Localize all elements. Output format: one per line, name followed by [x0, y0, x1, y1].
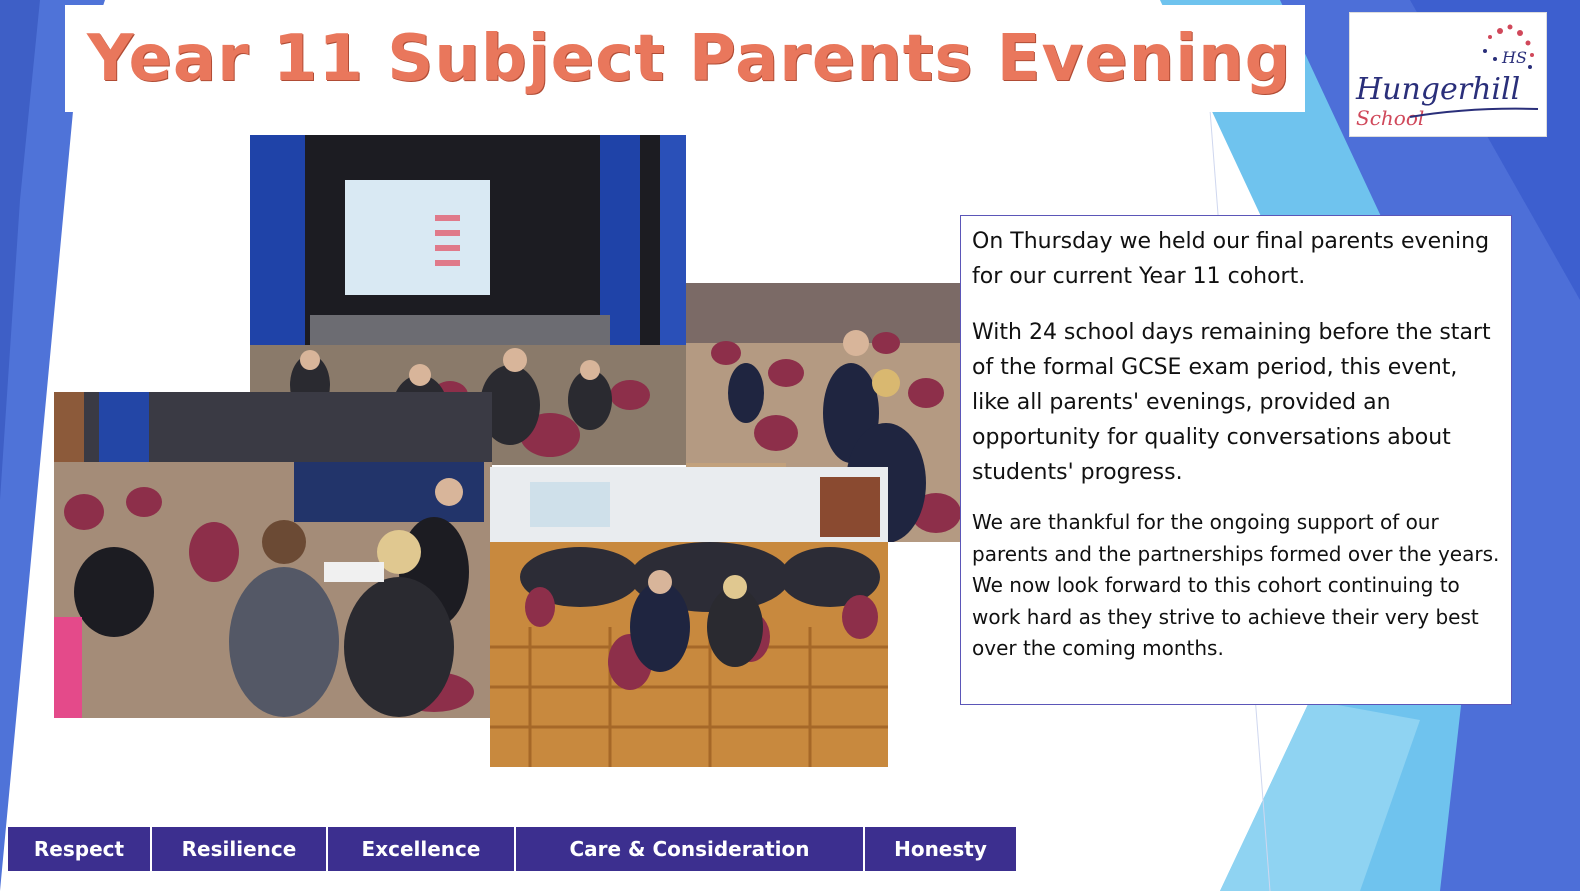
school-values-bar — [8, 827, 1016, 871]
article-text-box — [960, 215, 1512, 705]
page-title: Year 11 Subject Parents Evening — [87, 21, 1292, 96]
paragraph-thanks: We are thankful for the ongoing support of our parents and the partnerships formed over the years. We now look forward to this cohort continuing to work hard as they strive to achieve their very best over the coming months. — [972, 510, 1500, 660]
paragraph-exam-period: With 24 school days remaining before the start of the formal GCSE exam period, this event, like all parents' evenings, provided an opportunity for quality conversations about students' progress. — [972, 320, 1491, 485]
logo-monogram: HS — [1502, 48, 1527, 67]
value-honesty: Honesty — [894, 837, 987, 861]
photo-hall-wide — [490, 467, 888, 767]
value-excellence: Excellence — [328, 827, 516, 871]
title-banner — [65, 5, 1305, 112]
photo-parents-meeting — [54, 392, 492, 718]
logo-sub: School — [1356, 106, 1425, 130]
value-care-consideration: Care & Consideration — [516, 827, 865, 871]
value-respect: Respect — [8, 827, 152, 871]
paragraph-intro: On Thursday we held our final parents evening for our current Year 11 cohort. — [972, 229, 1490, 289]
value-resilience: Resilience — [152, 827, 328, 871]
school-logo — [1349, 12, 1547, 137]
logo-name: Hungerhill — [1356, 72, 1521, 107]
